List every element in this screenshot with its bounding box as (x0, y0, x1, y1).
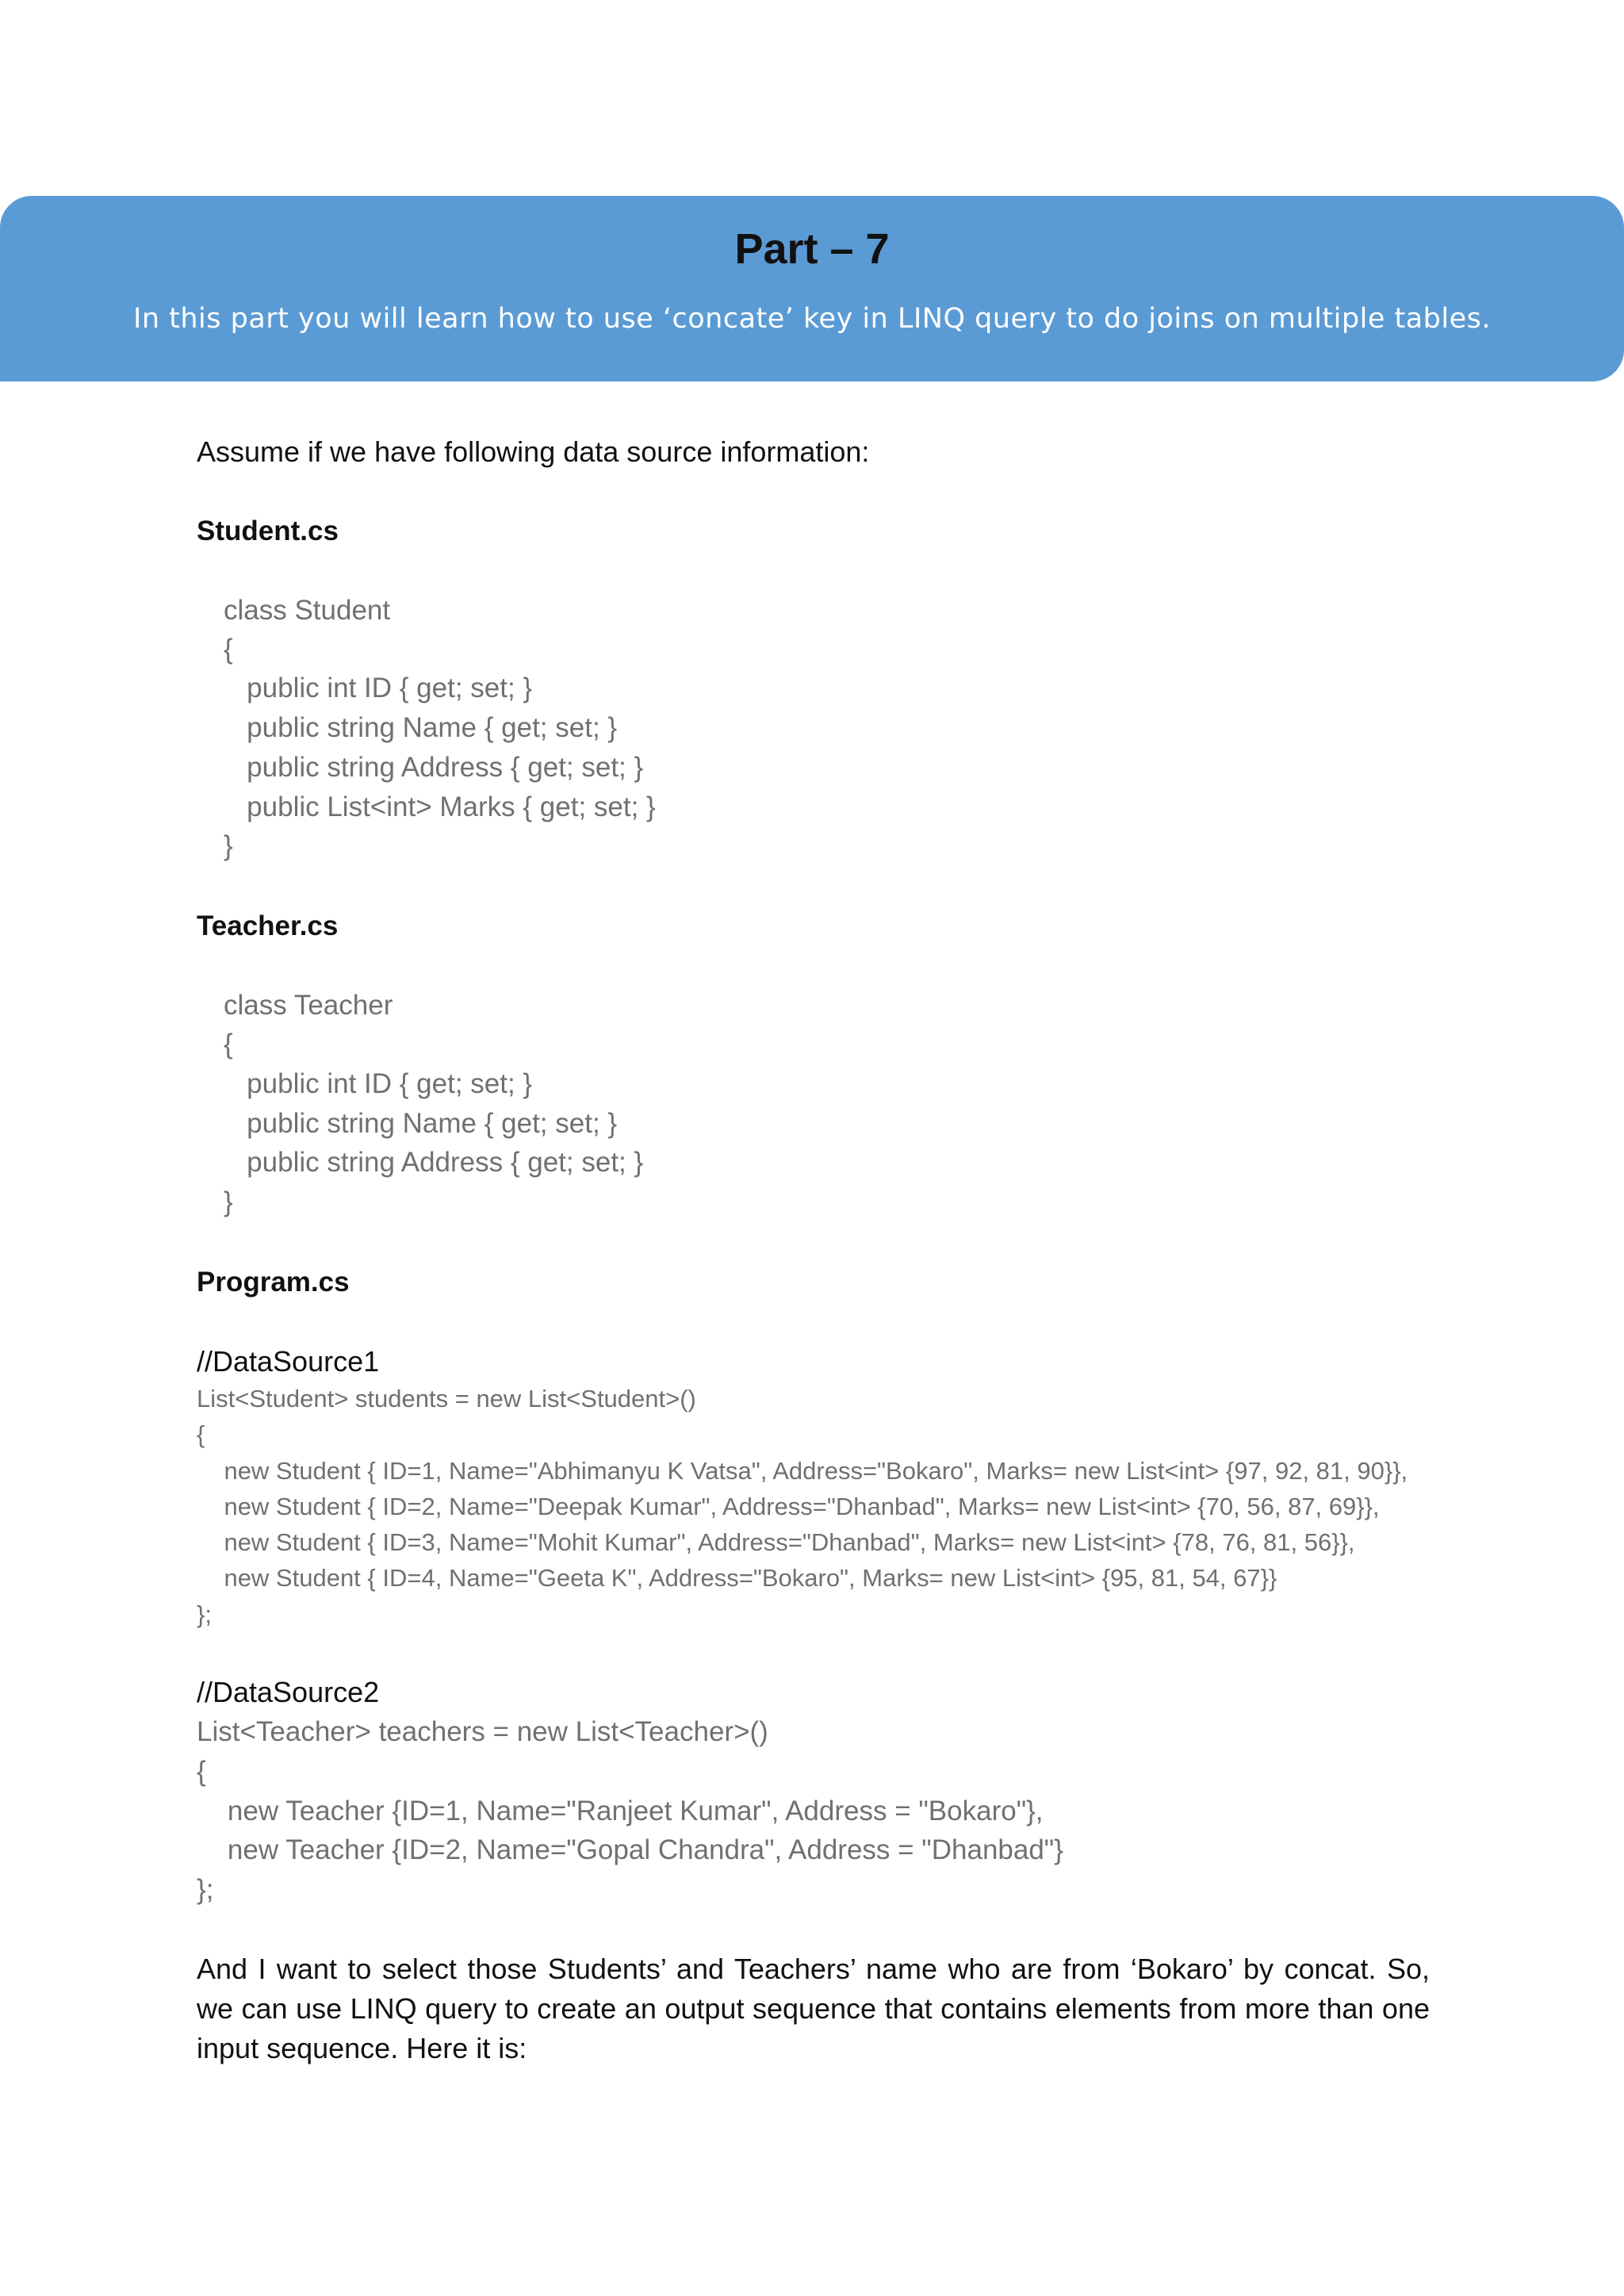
code-line: new Student { ID=1, Name="Abhimanyu K Vatsa", Address="Bokaro", Marks= new List<int> {97, 92, 81, 90}}, (197, 1457, 1408, 1485)
code-line: List<Student> students = new List<Student>() (197, 1385, 696, 1412)
code-line: List<Teacher> teachers = new List<Teacher>() (197, 1716, 768, 1747)
code-line: new Student { ID=2, Name="Deepak Kumar", Address="Dhanbad", Marks= new List<int> {70, 56, 87, 69}}, (197, 1493, 1380, 1520)
code-line: new Teacher {ID=1, Name="Ranjeet Kumar", Address = "Bokaro"}, (197, 1796, 1044, 1826)
closing-paragraph: And I want to select those Students’ and Teachers’ name who are from ‘Bokaro’ by concat. So, we can use LINQ query to create an output sequence that contains elements from more than one input sequence. Here it is: (197, 1953, 1430, 2064)
code-line: public string Address { get; set; } (224, 752, 644, 783)
code-line: public string Name { get; set; } (224, 712, 618, 743)
datasource2-comment: //DataSource2 (197, 1676, 380, 1708)
part-subtitle: In this part you will learn how to use ‘concate’ key in LINQ query to do joins on multiple tables. (133, 303, 1491, 335)
code-line: { (197, 1420, 205, 1448)
part-title: Part – 7 (734, 225, 890, 273)
code-line: } (224, 830, 233, 861)
code-line: { (224, 1029, 233, 1060)
code-line: new Teacher {ID=2, Name="Gopal Chandra", Address = "Dhanbad"} (197, 1834, 1063, 1865)
teacher-file-heading: Teacher.cs (197, 910, 339, 941)
code-line: public int ID { get; set; } (224, 1068, 533, 1099)
intro-text: Assume if we have following data source information: (197, 435, 870, 468)
datasource1-comment: //DataSource1 (197, 1345, 380, 1378)
code-line: new Student { ID=3, Name="Mohit Kumar", Address="Dhanbad", Marks= new List<int> {78, 76, 81, 56}}, (197, 1528, 1355, 1556)
code-line: { (224, 634, 233, 665)
code-line: }; (197, 1600, 212, 1628)
code-line: public string Name { get; set; } (224, 1108, 618, 1139)
program-file-heading: Program.cs (197, 1267, 350, 1297)
code-line: public List<int> Marks { get; set; } (224, 792, 656, 822)
code-line: } (224, 1186, 233, 1217)
code-line: public int ID { get; set; } (224, 673, 533, 703)
code-line: new Student { ID=4, Name="Geeta K", Address="Bokaro", Marks= new List<int> {95, 81, 54, 67}} (197, 1564, 1277, 1592)
code-line: public string Address { get; set; } (224, 1147, 644, 1178)
student-file-heading: Student.cs (197, 516, 339, 546)
code-line: class Student (224, 595, 391, 626)
code-line: }; (197, 1874, 214, 1905)
code-line: { (197, 1756, 206, 1787)
code-line: class Teacher (224, 990, 393, 1021)
